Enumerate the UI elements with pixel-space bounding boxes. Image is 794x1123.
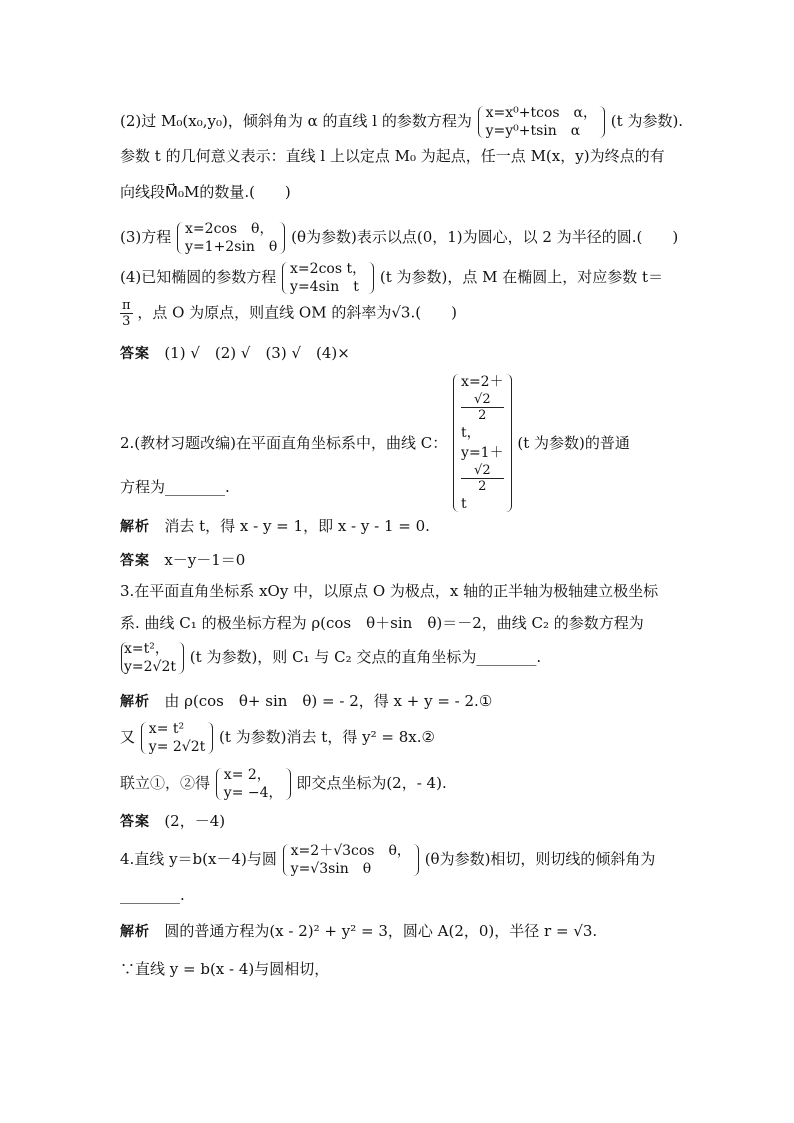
p3-line6-eq-x: x= 2， xyxy=(223,767,271,783)
p3-line5-eq-x: x= t² xyxy=(148,721,185,737)
q2-line-1 xyxy=(120,104,683,140)
p2-eq-x xyxy=(461,372,504,443)
q2-line-2: 参数 t 的几何意义表示：直线 l 上以定点 M₀ 为起点，任一点 M(x，y)为终点的有 xyxy=(120,147,665,165)
p3-jiexi xyxy=(120,690,492,713)
p2-eq-x-fraction xyxy=(461,392,504,423)
p4-eq-x: x=2＋√3cos θ， xyxy=(290,843,411,859)
answer-text: x－y－1＝0 xyxy=(164,551,246,569)
q2-eq-x: x=x⁰+tcos α， xyxy=(485,105,598,121)
p4-equation-system xyxy=(282,842,420,878)
q3-eq-y: y=1+2sin θ xyxy=(185,239,278,255)
p3-line-6 xyxy=(120,766,447,802)
problem-3-line-3 xyxy=(120,640,541,676)
jiexi-label: 解析 xyxy=(120,519,150,535)
p3-equation-system xyxy=(120,640,185,676)
q3-equation-system xyxy=(176,220,286,256)
q3-text: (3)方程 xyxy=(120,228,172,246)
p2-text-post: (t 为参数)的普通 xyxy=(517,434,630,452)
q4-equation-system xyxy=(281,260,375,296)
p3-line5-pre: 又 xyxy=(120,728,136,746)
p3-line5-system xyxy=(140,720,214,756)
p3-line5-post: (t 为参数)消去 t，得 y² = 8x.② xyxy=(219,728,435,746)
problem-2-line-2: 方程为________. xyxy=(120,478,230,496)
p2-eq-x-den: 2 xyxy=(478,408,487,423)
p2-eq-y-post: t xyxy=(461,496,467,512)
jiexi-text: 消去 t，得 x - y = 1，即 x - y - 1 = 0. xyxy=(164,517,430,535)
q4-fraction xyxy=(120,298,133,329)
p2-eq-x-pre: x=2＋ xyxy=(461,374,504,390)
p2-eq-y xyxy=(461,443,504,514)
p3-line6-system xyxy=(215,766,292,802)
answer-text: (1) √ (2) √ (3) √ (4)× xyxy=(164,344,350,362)
p4-jiexi xyxy=(120,920,597,943)
q4-text-post: (t 为参数)，点 M 在椭圆上，对应参数 t＝ xyxy=(379,268,664,286)
p3-eq-x: x=t²， xyxy=(124,641,169,657)
problem-3-line-2: 系. 曲线 C₁ 的极坐标方程为 ρ(cos θ＋sin θ)＝－2，曲线 C₂ 的参数方程为 xyxy=(120,614,644,632)
p2-text: 2.(教材习题改编)在平面直角坐标系中，曲线 C： xyxy=(120,434,448,452)
p2-eq-y-den: 2 xyxy=(478,479,487,494)
answer-label: 答案 xyxy=(120,814,150,830)
q4-line-1 xyxy=(120,260,663,296)
p4-line-4: ∵直线 y = b(x - 4)与圆相切， xyxy=(120,960,330,978)
q4-line-2 xyxy=(120,298,457,329)
q4-text-post-2: ，点 O 为原点，则直线 OM 的斜率为√3.( ) xyxy=(137,303,457,322)
p3-answer xyxy=(120,810,225,833)
p3-eq-y: y=2√2t xyxy=(124,659,177,675)
jiexi-label: 解析 xyxy=(120,924,150,940)
p2-answer xyxy=(120,549,245,572)
p2-eq-x-post: t， xyxy=(461,425,481,441)
answer-text: (2，－4) xyxy=(164,812,226,830)
p3-line6-pre: 联立①，②得 xyxy=(120,774,211,792)
jiexi-text: 由 ρ(cos θ+ sin θ) = - 2，得 x + y = - 2.① xyxy=(164,692,493,710)
jiexi-text: 圆的普通方程为(x - 2)² + y² = 3，圆心 A(2，0)，半径 r = √3. xyxy=(164,922,598,940)
p2-eq-y-num: √2 xyxy=(461,463,504,479)
p3-text-post: (t 为参数)，则 C₁ 与 C₂ 交点的直角坐标为________. xyxy=(189,648,542,666)
answer-1 xyxy=(120,342,350,365)
q2-equation-system xyxy=(477,104,606,140)
p2-eq-x-num: √2 xyxy=(461,392,504,408)
p2-equation-system xyxy=(452,372,513,514)
q2-eq-y: y=y⁰+tsin α xyxy=(485,123,581,139)
problem-4-line-2: ________. xyxy=(120,886,185,904)
problem-3-line-1: 3.在平面直角坐标系 xOy 中，以原点 O 为极点，x 轴的正半轴为极轴建立极坐标 xyxy=(120,582,659,600)
p4-text: 4.直线 y＝b(x－4)与圆 xyxy=(120,850,277,868)
problem-4-line-1 xyxy=(120,842,655,878)
p3-line5-eq-y: y= 2√2t xyxy=(148,739,206,755)
answer-label: 答案 xyxy=(120,346,150,362)
p3-line-5 xyxy=(120,720,435,756)
p2-jiexi xyxy=(120,515,430,538)
q4-text: (4)已知椭圆的参数方程 xyxy=(120,268,277,286)
q4-eq-x: x=2cos t， xyxy=(290,261,367,277)
p3-line6-eq-y: y= −4， xyxy=(223,785,283,801)
jiexi-label: 解析 xyxy=(120,694,150,710)
p2-eq-y-pre: y=1＋ xyxy=(461,445,504,461)
p4-eq-y: y=√3sin θ xyxy=(290,861,372,877)
p3-line6-post: 即交点坐标为(2，- 4). xyxy=(296,774,447,792)
q2-text-post: (t 为参数). xyxy=(610,112,684,130)
q4-fraction-numerator: π xyxy=(122,298,131,313)
p2-eq-y-fraction xyxy=(461,463,504,494)
q4-eq-y: y=4sin t xyxy=(290,279,359,295)
q4-fraction-denominator: 3 xyxy=(122,314,131,329)
q3-line xyxy=(120,220,678,256)
q2-text: (2)过 M₀(x₀,y₀)，倾斜角为 α 的直线 l 的参数方程为 xyxy=(120,112,472,130)
answer-label: 答案 xyxy=(120,553,150,569)
q2-line-3: 向线段M⃗₀M的数量.( ) xyxy=(120,183,291,201)
q3-eq-x: x=2cos θ， xyxy=(185,221,274,237)
p4-text-post: (θ为参数)相切，则切线的倾斜角为 xyxy=(424,850,656,868)
q3-text-post: (θ为参数)表示以点(0，1)为圆心，以 2 为半径的圆.( ) xyxy=(291,228,679,246)
